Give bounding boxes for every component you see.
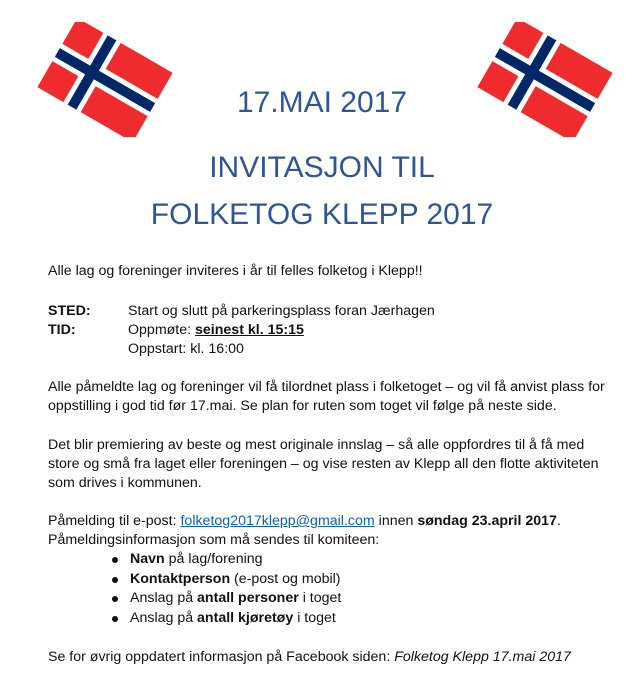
- registration-deadline: søndag 23.april 2017: [417, 513, 557, 529]
- facebook-note: [48, 648, 608, 667]
- list-item-post: i toget: [293, 609, 336, 626]
- bullet-icon: [112, 577, 118, 583]
- list-item-post: på lag/forening: [164, 551, 263, 567]
- list-item-bold: Navn: [130, 551, 165, 567]
- start-time: Oppstart: kl. 16:00: [128, 341, 244, 357]
- list-item-bold: Kontaktperson: [130, 570, 231, 587]
- registration-middle: innen: [374, 513, 418, 529]
- list-item-pre: Anslag på: [130, 609, 198, 626]
- list-item-bold: antall personer: [197, 590, 299, 606]
- meetup-time: [128, 321, 304, 340]
- meetup-deadline: seinest kl. 15:15: [195, 322, 304, 338]
- page-title-invitation: INVITASJON TIL: [209, 151, 435, 184]
- list-item-post: i toget: [298, 590, 342, 606]
- bullet-icon: [112, 596, 118, 602]
- list-item: [48, 589, 341, 609]
- intro-text: Alle lag og foreninger inviteres i år til felles folketog i Klepp!!: [48, 263, 423, 279]
- registration-prefix: Påmelding til e-post:: [48, 513, 181, 529]
- prize-paragraph: Det blir premiering av beste og mest originale innslag – så alle oppfordres til å få med store og små fra laget eller foreningen – og vise resten av Klepp all den flotte aktiviteten som drives i kommunen.: [48, 437, 599, 491]
- list-item-post: (e-post og mobil): [230, 570, 341, 587]
- facebook-page-name: Folketog Klepp 17.mai 2017: [394, 649, 571, 665]
- list-item: [48, 570, 341, 590]
- registration-suffix: .: [556, 513, 561, 529]
- registration-info-line: Påmeldingsinformasjon som må sendes til komiteen:: [48, 532, 380, 548]
- page-title-event: FOLKETOG KLEPP 2017: [150, 198, 494, 231]
- bullet-icon: [112, 557, 118, 563]
- info-paragraph: Alle påmeldte lag og foreninger vil få tilordnet plass i folketoget – og vil få anvist plass for oppstilling i god tid før 17.mai. Se plan for ruten som toget vil følge på neste side.: [48, 379, 605, 414]
- place-label: STED:: [48, 303, 91, 319]
- registration-paragraph: [48, 512, 608, 550]
- meetup-prefix: Oppmøte:: [128, 322, 196, 338]
- bullet-icon: [112, 616, 118, 622]
- time-label: TID:: [48, 322, 76, 338]
- facebook-prefix: Se for øvrig oppdatert informasjon på Facebook siden:: [48, 649, 395, 665]
- page-title-date: 17.MAI 2017: [236, 86, 408, 119]
- place-value: Start og slutt på parkeringsplass foran Jærhagen: [128, 303, 435, 319]
- list-item-bold: antall kjøretøy: [197, 609, 294, 626]
- list-item: [48, 609, 341, 629]
- email-link[interactable]: folketog2017klepp@gmail.com: [180, 513, 375, 529]
- list-item-pre: Anslag på: [130, 590, 198, 606]
- list-item: [48, 550, 341, 570]
- registration-info-list: [48, 550, 341, 628]
